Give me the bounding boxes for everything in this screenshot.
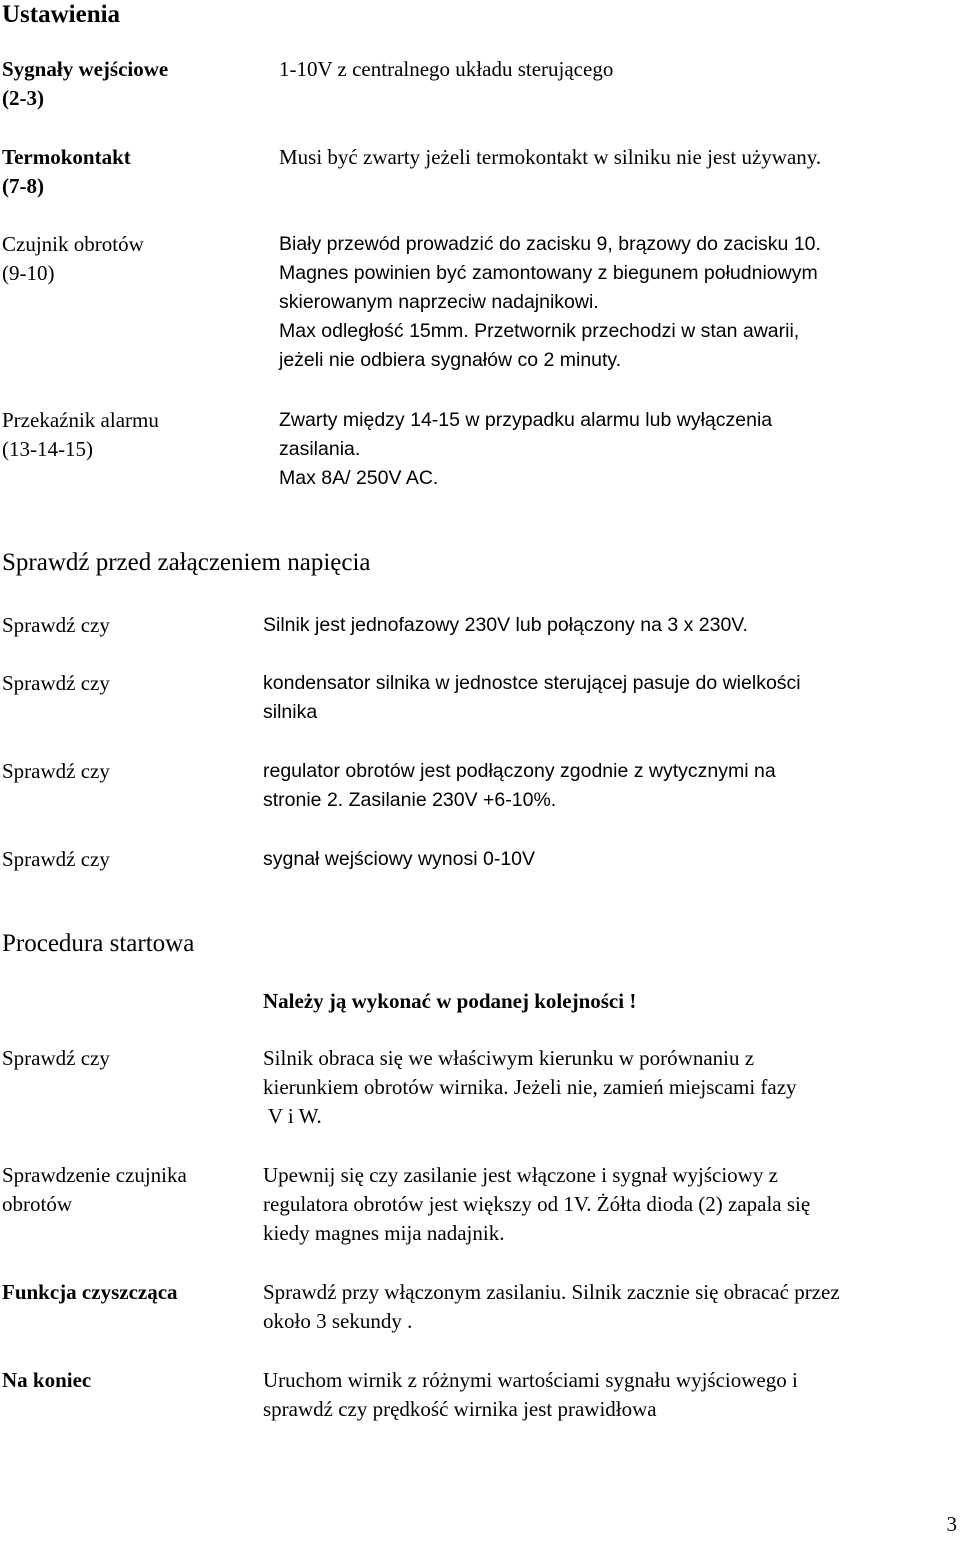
startup-text-check	[263, 1044, 797, 1131]
setting-label-thermocontact	[2, 143, 131, 201]
startup-text-finally	[263, 1366, 798, 1424]
page-title: Ustawienia	[2, 1, 121, 28]
check-label: Sprawdź czy	[2, 613, 110, 637]
startup-text-line: Upewnij się czy zasilanie jest włączone i sygnał wyjściowy z	[263, 1163, 778, 1187]
setting-label-line: (13-14-15)	[2, 437, 93, 461]
setting-label-line: Przekaźnik alarmu	[2, 408, 159, 432]
setting-text-line: Magnes powinien być zamontowany z biegunem południowym	[279, 262, 818, 284]
startup-text-line: sprawdź czy prędkość wirnika jest prawidłowa	[263, 1397, 657, 1421]
setting-label-line: Termokontakt	[2, 145, 131, 169]
setting-label-line: (9-10)	[2, 261, 55, 285]
check-text-line: stronie 2. Zasilanie 230V +6-10%.	[263, 789, 557, 811]
setting-label-speed-sensor	[2, 230, 144, 288]
setting-text-line: Zwarty między 14-15 w przypadku alarmu lub wyłączenia	[279, 409, 773, 431]
setting-text-line: skierowanym naprzeciw nadajnikowi.	[279, 291, 599, 313]
check-text-line: silnika	[263, 701, 318, 723]
startup-text-cleaning	[263, 1278, 840, 1336]
startup-text-line: około 3 sekundy .	[263, 1309, 413, 1333]
startup-label-line: Sprawdź czy	[2, 1046, 110, 1070]
check-text	[263, 669, 801, 727]
startup-label-check	[2, 1044, 110, 1073]
startup-label-cleaning	[2, 1278, 178, 1307]
startup-label-line: obrotów	[2, 1192, 72, 1216]
check-text	[263, 611, 748, 640]
startup-text-line: regulatora obrotów jest większy od 1V. Żółta dioda (2) zapala się	[263, 1192, 811, 1216]
setting-label-alarm-relay	[2, 406, 159, 464]
startup-label-sensor	[2, 1161, 187, 1219]
check-label: Sprawdź czy	[2, 759, 110, 783]
startup-text-line: kierunkiem obrotów wirnika. Jeżeli nie, zamień miejscami fazy	[263, 1075, 797, 1099]
startup-label-line: Na koniec	[2, 1368, 92, 1392]
check-text-line: regulator obrotów jest podłączony zgodnie z wytycznymi na	[263, 760, 776, 782]
startup-note: Należy ją wykonać w podanej kolejności !	[263, 989, 637, 1013]
setting-text-line: Max odległość 15mm. Przetwornik przechodzi w stan awarii,	[279, 320, 800, 342]
check-text	[263, 845, 535, 874]
page-number: 3	[946, 1512, 957, 1536]
check-label: Sprawdź czy	[2, 671, 110, 695]
startup-text-sensor	[263, 1161, 810, 1248]
setting-label-input-signals	[2, 55, 168, 113]
setting-label-line: (2-3)	[2, 86, 44, 110]
setting-text-line: Biały przewód prowadzić do zacisku 9, brązowy do zacisku 10.	[279, 233, 821, 255]
check-text-line: kondensator silnika w jednostce sterującej pasuje do wielkości	[263, 672, 801, 694]
check-text-line: sygnał wejściowy wynosi 0-10V	[263, 848, 536, 870]
setting-text-line: jeżeli nie odbiera sygnałów co 2 minuty.	[279, 349, 622, 371]
check-text	[263, 757, 776, 815]
startup-label-finally	[2, 1366, 91, 1395]
startup-text-line: V i W.	[263, 1104, 322, 1128]
section-heading-check: Sprawdź przed załączeniem napięcia	[2, 549, 371, 576]
setting-text-line: Musi być zwarty jeżeli termokontakt w silniku nie jest używany.	[279, 145, 822, 169]
check-text-line: Silnik jest jednofazowy 230V lub połączony na 3 x 230V.	[263, 614, 748, 636]
setting-label-line: Czujnik obrotów	[2, 232, 144, 256]
setting-text-speed-sensor	[279, 230, 821, 375]
setting-text-alarm-relay	[279, 406, 772, 493]
startup-text-line: Sprawdź przy włączonym zasilaniu. Silnik zacznie się obracać przez	[263, 1280, 840, 1304]
setting-text-input-signals	[279, 55, 613, 84]
setting-text-line: Max 8A/ 250V AC.	[279, 467, 439, 489]
startup-text-line: Uruchom wirnik z różnymi wartościami sygnału wyjściowego i	[263, 1368, 798, 1392]
section-heading-startup: Procedura startowa	[2, 930, 195, 957]
setting-label-line: Sygnały wejściowe	[2, 57, 169, 81]
setting-text-line: zasilania.	[279, 438, 361, 460]
startup-label-line: Sprawdzenie czujnika	[2, 1163, 187, 1187]
check-label: Sprawdź czy	[2, 847, 110, 871]
startup-label-line: Funkcja czyszcząca	[2, 1280, 178, 1304]
startup-text-line: kiedy magnes mija nadajnik.	[263, 1221, 505, 1245]
setting-text-line: 1-10V z centralnego układu sterującego	[279, 57, 614, 81]
setting-label-line: (7-8)	[2, 174, 44, 198]
setting-text-thermocontact	[279, 143, 821, 172]
startup-text-line: Silnik obraca się we właściwym kierunku w porównaniu z	[263, 1046, 755, 1070]
